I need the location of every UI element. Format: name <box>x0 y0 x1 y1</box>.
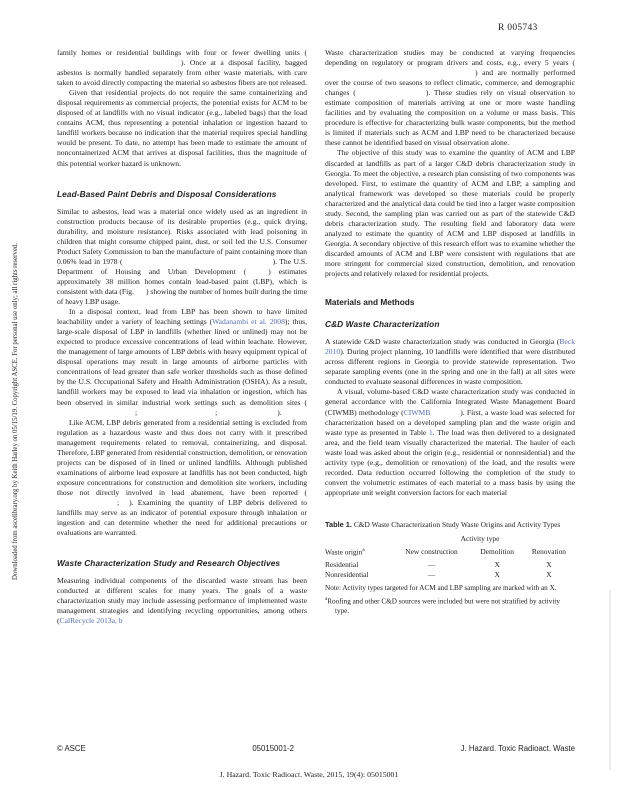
text: A statewide C&D waste characterization study was conducted in Georgia ( <box>325 337 560 347</box>
left-column <box>57 48 307 626</box>
text: A visual, volume-based C&D waste characterization study was conducted in general accordance with the California Integrated Waste Management Board (CIWMB) methodology ( <box>325 387 575 417</box>
table-caption <box>325 520 575 530</box>
copyright: © ASCE <box>57 744 86 753</box>
table-link[interactable]: 1 <box>428 427 433 437</box>
paragraph <box>57 207 307 307</box>
table-span-header: Activity type <box>460 533 500 543</box>
text: ); thus, large-scale disposal of LBP in landfills (whether lined or unlined) may not be expected to produce excessive concentrations of lead within leachate. However, the management of large amounts of LBP debris with heavy equipment typical of disposal operations may result in large amounts of airborne particles with concentrations of lead greater than safe worker thresholds such as those defined by the U.S. Occupational Safety and Health Administration (OSHA). As a result, landfill workers may be exposed to lead via inhalation or ingestion, which has been observed in similar industrial work settings such as demolition sites ( <box>57 317 307 407</box>
text: ) showing the number of homes built during the time of heavy LBP usage. <box>57 286 308 307</box>
footnote-text: Roofing and other C&D sources were included but were not stratified by activity type. <box>327 597 560 615</box>
scrollbar[interactable] <box>609 590 611 770</box>
text: ). The U.S. Department of Housing and Urban Development ( <box>57 256 307 276</box>
paragraph: Given that residential projects do not require the same containerizing and disposal requirements as commercial projects, the potential exists for ACM to be disposed of at landfills with no visual indicator (e.g., labeled bags) that the load contains ACM, thus representing a potential inhalation or ingestion hazard to landfill workers because no indication that the material requires special handling would be present. To date, no attempt has been made to estimate the amount of noncontainerized ACM that arrives at disposal facilities, thus the magnitude of this potential worker hazard is unknown. <box>57 88 307 168</box>
column-header <box>325 544 391 560</box>
cell: — <box>427 560 436 570</box>
cell: X <box>546 560 552 570</box>
cell: X <box>546 570 552 580</box>
text: ). These studies rely on visual observation to estimate composition of materials arriving at one or more waste handling facilities and by evaluating the composition on a volume or mass basis. This procedure is effective for characterizing bulk waste components, but the method is limited if materials such as ACM and LBP need to be characterized because these cannot be identified based on visual observation alone. <box>325 88 575 148</box>
cell: Residential <box>325 560 359 570</box>
paragraph <box>57 307 307 418</box>
section-heading-materials-methods: Materials and Methods <box>325 297 415 308</box>
cell: — <box>427 570 436 580</box>
text: ; <box>135 407 138 417</box>
text: ). During project planning, 10 landfills were identified that were distributed across different regions in Georgia to provide statewide representation. Two separate sampling events (one in the spring and one in the fall) at all sites were conducted to evaluate seasonal differences in waste composition. <box>325 347 575 387</box>
column-header: Demolition <box>480 546 514 556</box>
text: In a disposal context, lead from LBP has been shown to have limited leachability under a variety of leaching settings ( <box>57 307 307 327</box>
text: ; <box>117 497 120 507</box>
text: ). First, a waste load was selected for characterization based on a developed sampling plan and the waste origin and waste type as presented in Table <box>325 407 575 437</box>
table-notes <box>325 584 575 616</box>
activity-types-table <box>325 534 575 580</box>
text: Like ACM, LBP debris generated from a residential setting is excluded from regulation as a hazardous waste and thus does not carry with it prescribed management requirements related to removal, containerizing, and disposal. Therefore, LBP generated from residential construction, demolition, or renovation projects can be disposed of in lined or unlined landfills. Although published examinations of airborne lead exposure at landfills has not been conducted, high exposure concentrations for construction and demolition site workers, including those not directly involved in lead abatement, have been reported ( <box>57 417 307 497</box>
document-id: R 005743 <box>498 23 538 33</box>
text: ; <box>215 407 218 417</box>
page-footer <box>57 744 575 753</box>
paragraph <box>325 337 575 387</box>
footnote-marker: a <box>325 596 328 602</box>
section-heading-lead-based-paint: Lead-Based Paint Debris and Disposal Considerations <box>57 188 277 199</box>
table-note: Note: Activity types targeted for ACM and LBP sampling are marked with an X. <box>325 584 557 593</box>
journal-citation: J. Hazard. Toxic Radioact. Waste, 2015, 19(4): 05015001 <box>219 770 399 779</box>
paragraph <box>57 48 307 88</box>
citation-link[interactable]: Wadanambi et al. 2008 <box>212 317 285 327</box>
text: ) and are normally performed over the course of two seasons to reflect climatic, commerce, and demographic changes ( <box>325 68 575 98</box>
header-text: Waste origin <box>325 547 363 557</box>
text: ). Examining the quantity of LBP debris delivered to landfills may serve as an indicator of potential exposure through inhalation or ingestion and can determine whether the need for additional precautions or evaluations are warranted. <box>57 497 307 538</box>
section-heading-waste-characterization-study: Waste Characterization Study and Research Objectives <box>57 558 281 569</box>
text: Similar to asbestos, lead was a material once widely used as an ingredient in construction products because of its desirable properties (e.g., quick drying, durability, and moisture resistance). Risks associated with lead poisoning in children that might consume chipped paint, dust, or soil led the U.S. Consumer Product Safety Commission to ban the manufacture of paint containing more than 0.06% lead in 1978 ( <box>57 206 307 266</box>
text: ) estimates approximately 38 million homes contain lead-based paint (LBP), which is consistent with data (Fig. <box>57 266 307 296</box>
text: Measuring individual components of the discarded waste stream has been conducted at different scales for many years. The goals of a waste characterization study may include assessing performance of implemented waste management strategies and identifying recycling opportunities, among others ( <box>57 576 307 626</box>
download-notice: Downloaded from ascelibrary.org by Keith Harley on 05/15/19. Copyright ASCE. For personal use only; all rights reserved. <box>12 243 19 580</box>
paragraph <box>325 387 575 498</box>
column-header: New construction <box>405 546 458 556</box>
subsection-heading-cd-waste: C&D Waste Characterization <box>325 319 440 330</box>
column-header: Renovation <box>531 546 566 556</box>
footnote-marker: a <box>362 547 365 553</box>
cell: X <box>494 570 500 580</box>
table-row <box>325 570 575 580</box>
paragraph <box>57 418 307 539</box>
table-footnote <box>325 595 575 616</box>
text: family homes or residential buildings with four or fewer dwelling units ( <box>57 48 307 57</box>
paragraph <box>325 48 575 148</box>
right-column <box>325 48 575 617</box>
paragraph <box>57 576 307 626</box>
table-caption-text: C&D Waste Characterization Study Waste Origins and Activity Types <box>353 519 561 529</box>
table-row <box>325 560 575 570</box>
paragraph: The objective of this study was to examine the quantity of ACM and LBP discarded at landfills as part of a larger C&D debris characterization study in Georgia. To meet the objective, a research plan consisting of two components was developed. First, to estimate the quantity of ACM and LBP, a sampling and analytical framework was developed so these materials could be properly characterized and the analytical data could be tied into a larger waste composition study. Second, the sampling plan was carried out as part of the statewide C&D debris characterization study. The resulting field and laboratory data were analyzed to estimate the quantity of ACM and LBP disposed at landfills in Georgia. A secondary objective of this research effort was to examine whether the discarded amounts of ACM and LBP were consistent with regulations that are more stringent for commercial sized construction, demolition, and renovation projects and relatively relaxed for residential projects. <box>325 148 575 279</box>
text: ). Once at a disposal facility, bagged asbestos is normally handled separately from other waste materials, with care taken to avoid directly compacting the material so asbestos fibers are not released. <box>57 58 307 88</box>
table-label: Table 1. <box>325 519 352 529</box>
text: Waste characterization studies may be conducted at varying frequencies depending on regulatory or program drivers and costs, e.g., every 5 years ( <box>325 48 575 68</box>
article-number: 05015001-2 <box>252 744 294 753</box>
text: ). <box>277 407 282 417</box>
journal-name: J. Hazard. Toxic Radioact. Waste <box>460 744 575 753</box>
citation-link[interactable]: CIWMB <box>403 407 431 417</box>
cell: Nonresidential <box>325 570 369 580</box>
citation-link[interactable]: Beck 2010 <box>325 337 575 357</box>
cell: X <box>494 560 500 570</box>
text: . The load was then delivered to a designated area, and the field team visually characterized the material. The hauler of each waste load was asked about the origin (e.g., residential or nonresidential) and the activity type (e.g., demolition or renovation) of the load, and the results were recorded. Data reduction occurred following the completion of the study to convert the volumetric estimates of each material to a mass basis by using the appropriate unit weight conversion factors for each material <box>325 427 576 497</box>
citation-link[interactable]: CalRecycle 2013a, b <box>59 616 123 626</box>
